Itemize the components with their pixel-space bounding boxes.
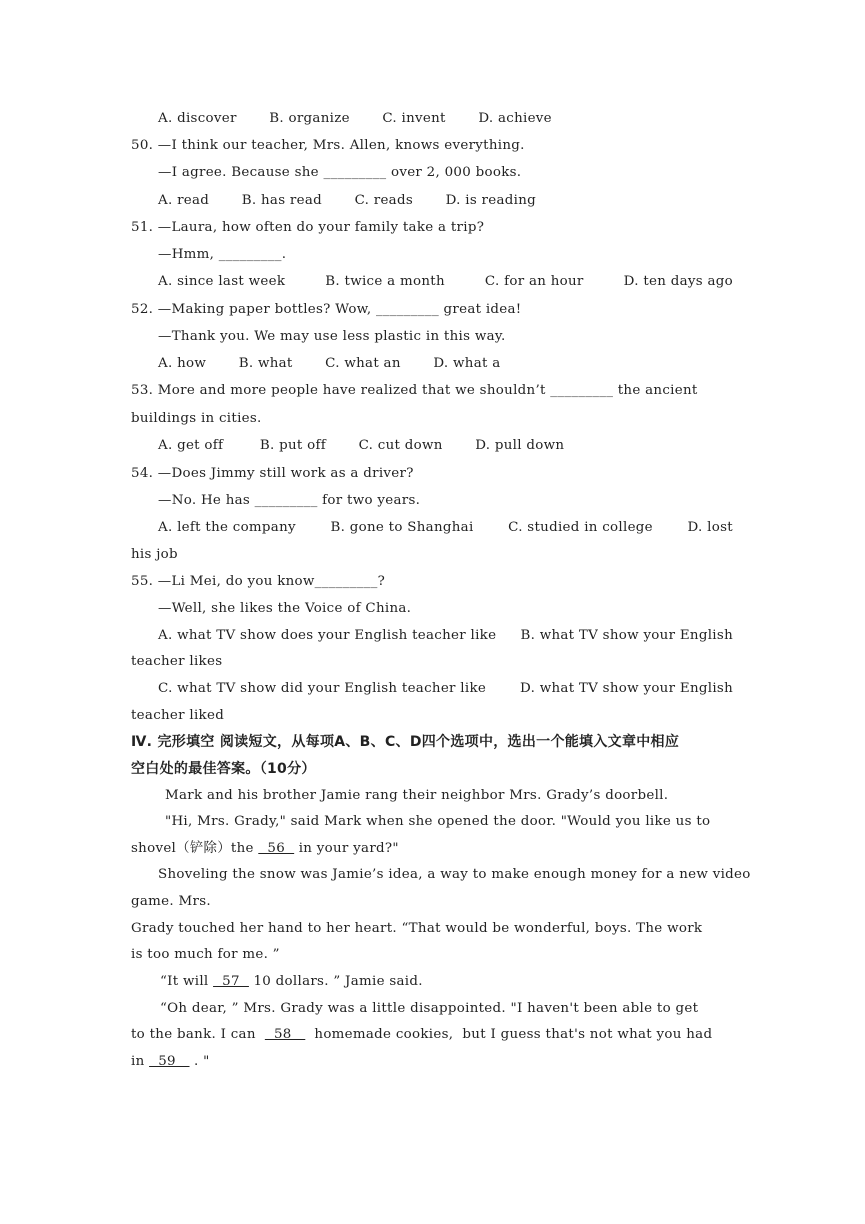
q53-stem: 53. More and more people have realized that we shouldn’t _________ the ancient: [131, 383, 698, 398]
q54-option-cont: his job: [131, 547, 178, 562]
option-b: B. gone to Shanghai: [330, 520, 474, 535]
q50-reply: —I agree. Because she _________ over 2, 000 books.: [158, 165, 522, 180]
passage-text: in: [131, 1054, 150, 1069]
blank-56: 56: [258, 841, 295, 856]
option-a: A. left the company: [158, 520, 296, 535]
option-d: D. what a: [433, 356, 501, 371]
option-d: D. is reading: [445, 193, 537, 208]
passage-text: homemade cookies, but I guess that's not what you had: [305, 1027, 713, 1042]
option-c: C. what TV show did your English teacher like: [158, 681, 487, 696]
q52-options: [158, 355, 501, 373]
passage-text: shovel（铲除）the: [131, 841, 259, 856]
q55-options-cd: [158, 680, 733, 698]
q51-reply: —Hmm, _________.: [158, 247, 287, 262]
option-c: C. reads: [354, 193, 414, 208]
option-a: A. read: [158, 193, 210, 208]
option-d: D. pull down: [475, 438, 565, 453]
passage-line: [131, 1026, 712, 1044]
q55-reply: —Well, she likes the Voice of China.: [158, 601, 412, 616]
passage-line: Mark and his brother Jamie rang their neighbor Mrs. Grady’s doorbell.: [165, 788, 669, 803]
option-b: B. put off: [259, 438, 327, 453]
section-heading: Ⅳ. 完形填空 阅读短文，从每项A、B、C、D四个选项中，选出一个能填入文章中相应: [131, 734, 680, 750]
option-d: D. lost: [687, 520, 733, 535]
option-d: D. what TV show your English: [520, 681, 733, 696]
blank-59: 59: [149, 1054, 190, 1069]
q53-options: [158, 437, 564, 455]
option-c: C. for an hour: [484, 274, 584, 289]
q55-option-d-cont: teacher liked: [131, 708, 225, 723]
passage-line: game. Mrs.: [131, 894, 211, 909]
option-c: C. studied in college: [508, 520, 653, 535]
passage-line: is too much for me. ”: [131, 947, 280, 962]
passage-line: [131, 1053, 210, 1071]
passage-line: Grady touched her hand to her heart. “That would be wonderful, boys. The work: [131, 921, 703, 936]
q51-options: [158, 273, 733, 291]
option-d: D. ten days ago: [623, 274, 733, 289]
option-b: B. organize: [269, 111, 350, 126]
passage-line: Shoveling the snow was Jamie’s idea, a way to make enough money for a new video: [158, 867, 751, 882]
option-b: B. has read: [241, 193, 323, 208]
passage-line: “Oh dear, ” Mrs. Grady was a little disappointed. "I haven't been able to get: [160, 1001, 699, 1016]
q52-stem: 52. —Making paper bottles? Wow, _________ great idea!: [131, 302, 522, 317]
option-a: A. how: [158, 356, 207, 371]
option-c: C. what an: [325, 356, 401, 371]
option-b: B. twice a month: [325, 274, 445, 289]
q55-options-ab: [158, 627, 733, 645]
q51-stem: 51. —Laura, how often do your family take a trip?: [131, 220, 485, 235]
passage-text: 10 dollars. ” Jamie said.: [248, 974, 423, 989]
passage-text: to the bank. I can: [131, 1027, 265, 1042]
blank-58: 58: [264, 1027, 306, 1042]
q55-stem: 55. —Li Mei, do you know_________?: [131, 574, 386, 589]
q53-stem-cont: buildings in cities.: [131, 411, 262, 426]
q50-stem: 50. —I think our teacher, Mrs. Allen, knows everything.: [131, 138, 525, 153]
q54-options: [158, 519, 733, 537]
option-d: D. achieve: [478, 111, 552, 126]
option-b: B. what: [238, 356, 293, 371]
option-c: C. invent: [382, 111, 446, 126]
passage-text: in your yard?": [294, 841, 399, 856]
section-heading-cont: 空白处的最佳答案。（10分）: [131, 761, 316, 777]
passage-text: . ": [189, 1054, 210, 1069]
passage-line: "Hi, Mrs. Grady," said Mark when she opened the door. "Would you like us to: [165, 814, 711, 829]
option-a: A. discover: [158, 111, 237, 126]
passage-line: [160, 973, 423, 991]
q50-options: [158, 192, 536, 210]
option-b: B. what TV show your English: [520, 628, 733, 643]
passage-text: “It will: [160, 974, 214, 989]
option-c: C. cut down: [358, 438, 443, 453]
option-a: A. what TV show does your English teacher like: [158, 628, 497, 643]
passage-line: [131, 840, 399, 858]
option-a: A. get off: [158, 438, 224, 453]
q55-option-b-cont: teacher likes: [131, 654, 223, 669]
q52-reply: —Thank you. We may use less plastic in this way.: [158, 329, 506, 344]
blank-57: 57: [213, 974, 249, 989]
option-a: A. since last week: [158, 274, 286, 289]
q54-reply: —No. He has _________ for two years.: [158, 493, 421, 508]
q54-stem: 54. —Does Jimmy still work as a driver?: [131, 466, 414, 481]
q49-options: [158, 110, 552, 128]
